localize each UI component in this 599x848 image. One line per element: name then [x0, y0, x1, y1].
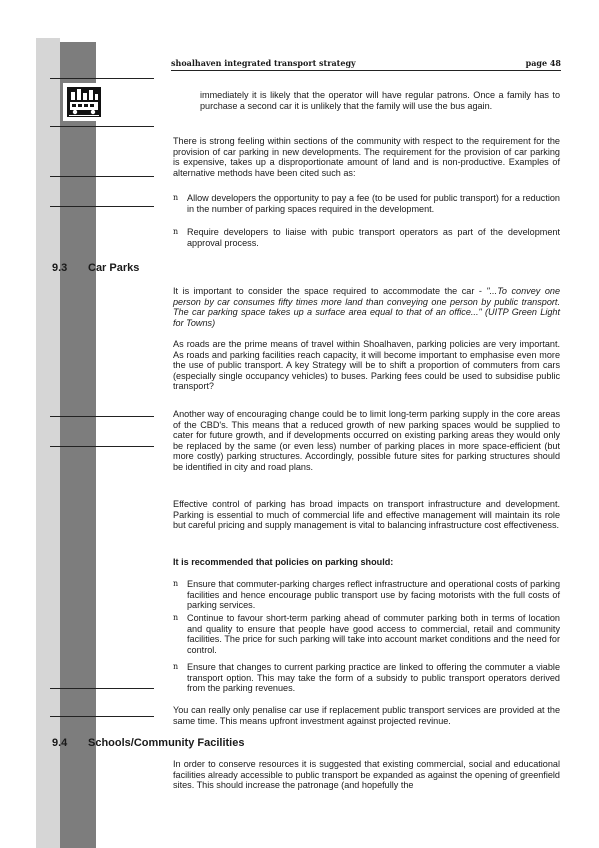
bullet-marker: n [173, 613, 179, 622]
bullet-marker: n [173, 193, 179, 202]
margin-rule [50, 416, 154, 417]
margin-rule [50, 446, 154, 447]
margin-rule [50, 78, 154, 79]
section-number: 9.3 [52, 262, 68, 274]
paragraph-roads: As roads are the prime means of travel within Shoalhaven, parking policies are very important. As roads and parking facilities reach capacity, it will become important to emphasise even more the use of public transport. A key Strategy will be to shift a proportion of commuters from cars (especially single occupancy vehicles) to buses. Parking fees could be used to subsidise public transport? [173, 339, 560, 392]
running-header-title: shoalhaven integrated transport strategy [171, 58, 356, 68]
margin-rule [50, 206, 154, 207]
list-item: Ensure that changes to current parking practice are linked to offering the commuter a viable transport option. This may take the form of a subsidy to public transport operators derived from the parking revenues. [187, 662, 560, 694]
paragraph-effective-control: Effective control of parking has broad impacts on transport infrastructure and development. Parking is essential to much of commercial life and effective management will maintain its role but careful pricing and supply management is vital to balancing infrastructure cost effectiveness. [173, 499, 560, 531]
list-item: Require developers to liaise with pubic transport operators as part of the development approval process. [187, 227, 560, 248]
paragraph-continued: immediately it is likely that the operator will have regular patrons. Once a family has to purchase a second car it is unlikely that the family will use the bus again. [200, 90, 560, 111]
left-margin-bar-dark [60, 42, 96, 848]
margin-rule [50, 716, 154, 717]
paragraph-penalise: You can really only penalise car use if replacement public transport services are provided at the same time. This means upfront investment against projected revinue. [173, 705, 560, 726]
header-rule [171, 70, 561, 71]
section-number: 9.4 [52, 737, 68, 749]
bullet-marker: n [173, 579, 179, 588]
page-number: page 48 [525, 58, 561, 68]
margin-rule [50, 176, 154, 177]
section-heading-9-3 [52, 262, 139, 274]
uitp-quote: "...To convey one person by car consumes fifty times more land than conveying one person by public transport. The car parking space takes up a surface area equal to that of an office..." (UITP Green Light for Towns) [173, 286, 560, 328]
section-title: Schools/Community Facilities [88, 737, 245, 749]
left-margin-bar-light [36, 38, 60, 848]
paragraph-car-space [173, 286, 560, 328]
paragraph-parking-supply: Another way of encouraging change could be to limit long-term parking supply in the core areas of the CBD's. This means that a reduced growth of new parking spaces would be supplied to cater for future growth, and if developments occurred on existing parking areas they would only be replaced by the same (or even less) number of parking places in more space-efficient (but more costly) parking structures. Accordingly, possible future sites for parking structures should be identified in city and road plans. [173, 409, 560, 472]
section-title: Car Parks [88, 262, 140, 274]
list-item: Ensure that commuter-parking charges reflect infrastructure and operational costs of parking facilities and hence encourage public transport use by facing motorists with the full costs of parking services. [187, 579, 560, 611]
bus-city-logo-icon [63, 83, 105, 121]
paragraph-community-feeling: There is strong feeling within sections of the community with respect to the requirement for the provision of car parking in new developments. The requirement for the provision of car parking is expensive, takes up a disproportionate amount of land and is non-productive. Examples of alternative methods have been cited such as: [173, 136, 560, 178]
list-item: Allow developers the opportunity to pay a fee (to be used for public transport) for a reduction in the number of parking spaces required in the development. [187, 193, 560, 214]
list-item: Continue to favour short-term parking ahead of commuter parking both in terms of location and quality to ensure that people have good access to commercial, retail and community facilities. The price for such parking will take into account market conditions and the need for control. [187, 613, 560, 655]
bullet-marker: n [173, 227, 179, 236]
paragraph-conserve: In order to conserve resources it is suggested that existing commercial, social and educational facilities already accessible to public transport be expanded as against the opening of greenfield sites. This should increase the patronage (and hopefully the [173, 759, 560, 791]
margin-rule [50, 126, 154, 127]
bullet-marker: n [173, 662, 179, 671]
margin-rule [50, 688, 154, 689]
section-heading-9-4 [52, 737, 244, 749]
paragraph-car-space-text: It is important to consider the space required to accommodate the car - [173, 286, 487, 296]
recommendation-heading: It is recommended that policies on parking should: [173, 557, 394, 567]
